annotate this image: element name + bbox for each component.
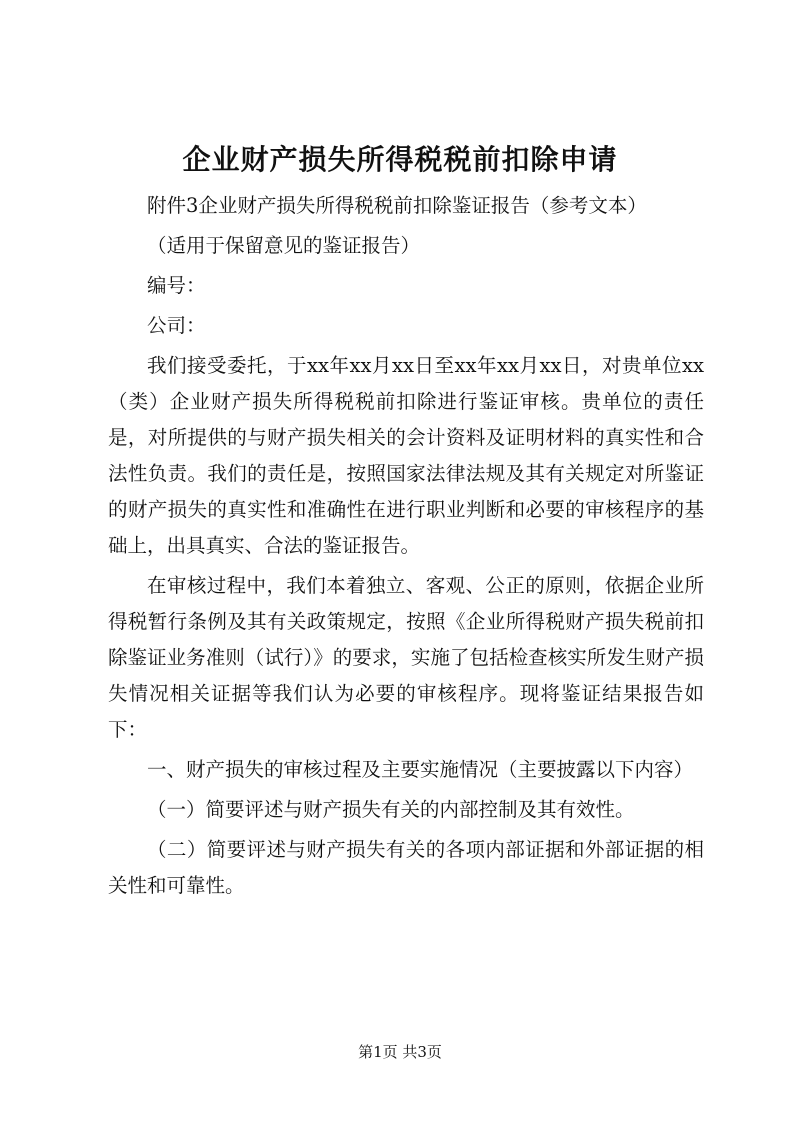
attachment-heading: 附件3企业财产损失所得税税前扣除鉴证报告（参考文本） bbox=[147, 194, 647, 217]
page-number: 第1页 共3页 bbox=[358, 1043, 442, 1061]
report-number-label: 编号： bbox=[147, 274, 206, 297]
section-heading-1: 一、财产损失的审核过程及主要实施情况（主要披露以下内容） bbox=[147, 758, 694, 781]
paragraph-engagement: 我们接受委托，于xx年xx月xx日至xx年xx月xx日，对贵单位xx（类）企业财产损失所得税税前扣除进行鉴证审核。贵单位的责任是，对所提供的与财产损失相关的会计资料及证明材料的真实性和合法性负责。我们的责任是，按照国家法律法规及其有关规定对所鉴证的财产损失的真实性和准确性在进行职业判断和必要的审核程序的基础上，出具真实、合法的鉴证报告。 bbox=[108, 354, 704, 557]
subsection-1: （一）简要评述与财产损失有关的内部控制及其有效性。 bbox=[147, 798, 635, 821]
document-body bbox=[108, 188, 704, 904]
document-title: 企业财产损失所得税税前扣除申请 bbox=[182, 143, 618, 176]
subsection-2: （二）简要评述与财产损失有关的各项内部证据和外部证据的相关性和可靠性。 bbox=[108, 838, 704, 897]
company-label: 公司： bbox=[147, 314, 206, 337]
paragraph-review-process: 在审核过程中，我们本着独立、客观、公正的原则，依据企业所得税暂行条例及其有关政策规定，按照《企业所得税财产损失税前扣除鉴证业务准则（试行）》的要求，实施了包括检查核实所发生财产损失情况相关证据等我们认为必要的审核程序。现将鉴证结果报告如下： bbox=[108, 574, 704, 741]
applicability-note: （适用于保留意见的鉴证报告） bbox=[147, 234, 421, 257]
